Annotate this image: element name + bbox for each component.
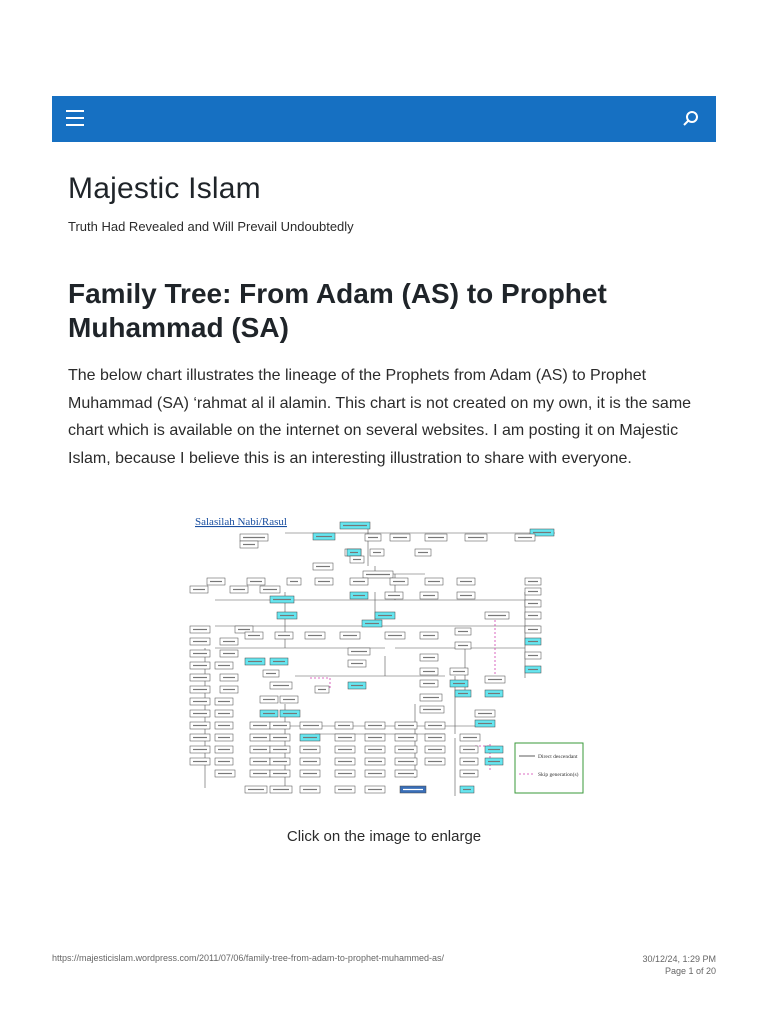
legend-skip-label: Skip generation(s) (538, 772, 579, 778)
site-title[interactable]: Majestic Islam (68, 172, 261, 205)
footer-meta (642, 953, 716, 977)
tree-boxes (190, 522, 554, 793)
footer-datetime: 30/12/24, 1:29 PM (642, 954, 716, 964)
chart-legend (515, 743, 583, 793)
post-body: The below chart illustrates the lineage of the Prophets from Adam (AS) to Prophet Muhammad (SA) ‘rahmat al il alamin. This chart is not created on my own, it is the same chart which is available on the internet on several websites. I am posting it on Majestic Islam, because I believe this is an interesting illustration to share with everyone. (68, 367, 692, 467)
site-tagline: Truth Had Revealed and Will Prevail Undoubtedly (68, 219, 354, 234)
search-icon[interactable] (682, 110, 700, 128)
hamburger-menu-icon[interactable] (66, 110, 84, 126)
chart-title: Salasilah Nabi/Rasul (195, 516, 287, 528)
post-title[interactable]: Family Tree: From Adam (AS) to Prophet Muhammad (SA) (68, 278, 607, 343)
image-caption: Click on the image to enlarge (286, 828, 482, 845)
footer-page-number: Page 1 of 20 (664, 966, 716, 976)
family-tree-image[interactable] (185, 508, 586, 798)
legend-direct-label: Direct descendant (538, 754, 578, 760)
top-navigation-bar (52, 96, 716, 142)
footer-url[interactable]: https://majesticislam.wordpress.com/2011/07/06/family-tree-from-adam-to-prophet-muhammed-as/ (52, 953, 444, 963)
